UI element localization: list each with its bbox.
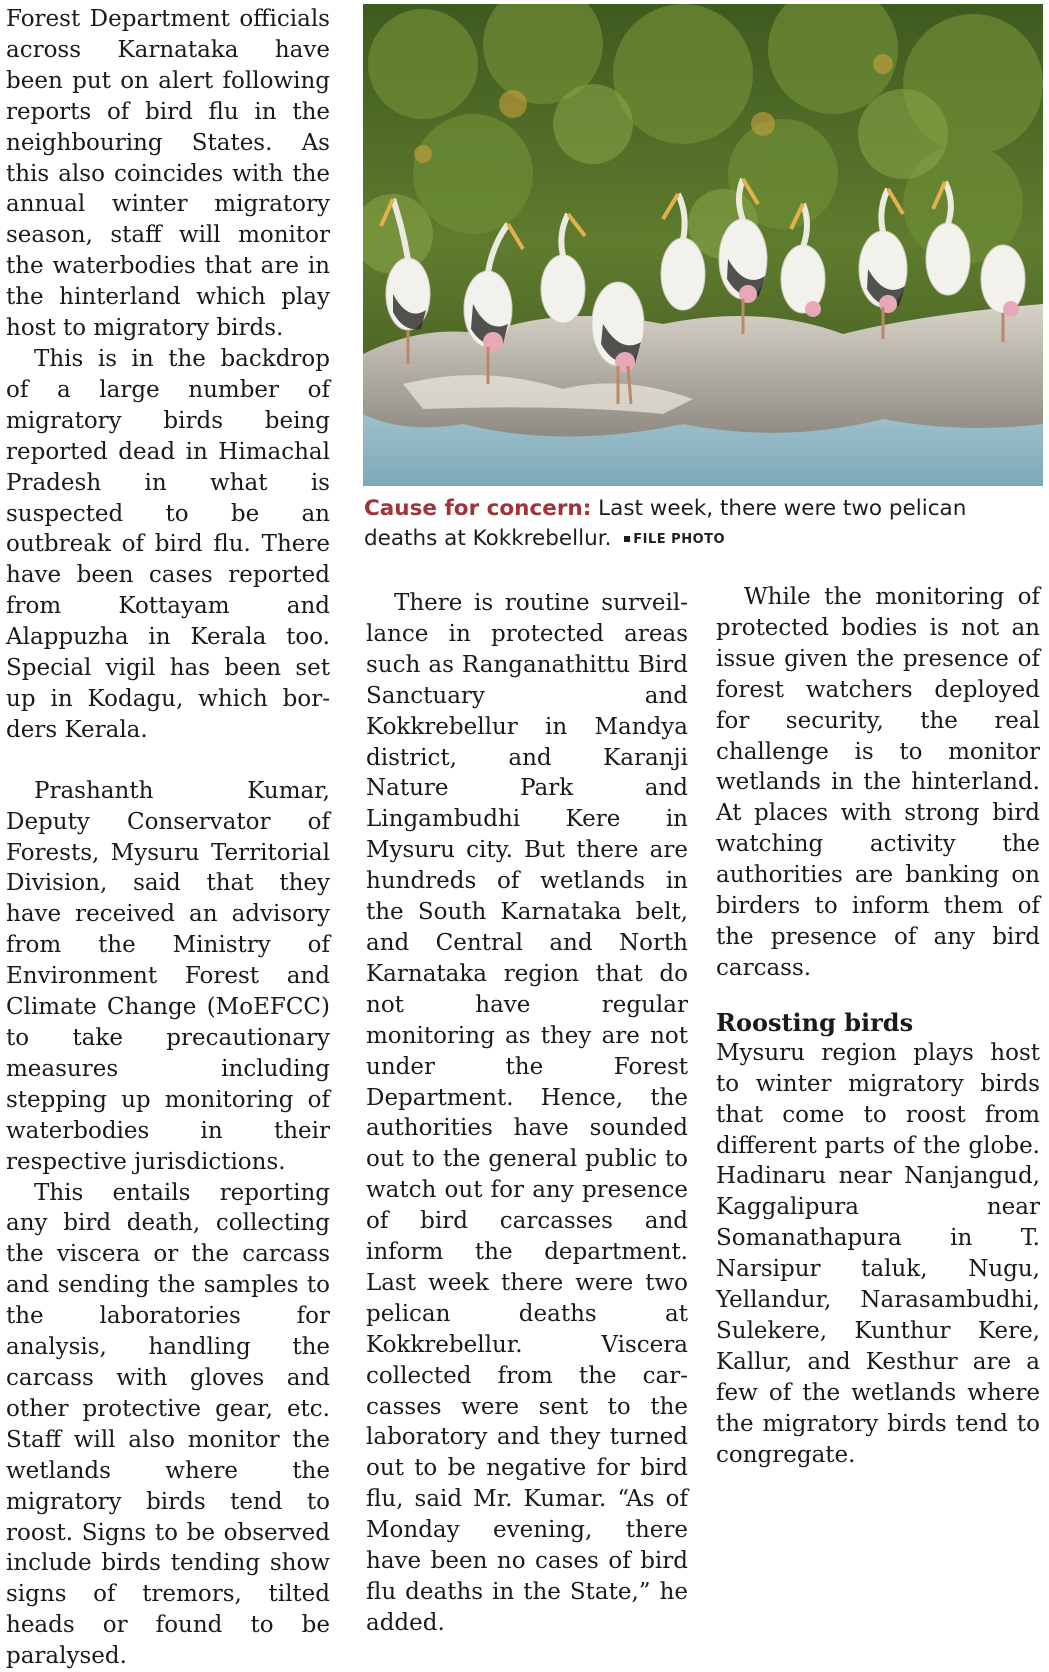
subheading: Roosting birds — [716, 1007, 914, 1037]
article-column-3 — [716, 582, 1040, 1470]
photo-credit — [624, 532, 725, 547]
article-column-2 — [366, 588, 688, 1639]
photo-caption — [364, 494, 1040, 555]
paragraph: Mysuru region plays host to winter migratory birds that come to roost from different parts of the globe. Hadinaru near Nanjangud, Kaggalipura near Somanathapura in T. Narsipur taluk, Nugu, Yellandur, Narasambudhi, Sulekere, Kunthur Kere, Kallur, and Kesthur are a few of the wetlands where the migratory birds tend to congregate. — [716, 1039, 1040, 1468]
paragraph: There is routine surveillance in protected areas such as Ranganathittu Bird Sanctuary and Kokkrebellur in Mandya district, and Karanji Nature Park and Lingambudhi Kere in Mysuru city. But there are hundreds of wetlands in the South Karnataka belt, and Central and North Karnataka region that do not have regular monitoring as they are not under the Forest Department. Hence, the authorities have sounded out to the general public to watch out for any presence of bird carcasses and inform the department. Last week there were two pelican deaths at Kokkrebellur. Viscera collected from the carcasses were sent to the laboratory and they turned out to be negative for bird flu, said Mr. Kumar. “As of Monday evening, there have been no cases of bird flu deaths in the State,” he added. — [366, 590, 688, 1636]
paragraph: While the monitoring of protected bodies is not an issue given the presence of forest watchers deployed for security, the real challenge is to monitor wetlands in the hinterland. At places with strong bird watching activity the authorities are banking on birders to inform them of the presence of any bird carcass. — [716, 584, 1040, 981]
caption-lead: Cause for concern: — [364, 496, 592, 521]
paragraph: This entails reporting any bird death, collecting the viscera or the carcass and sending the samples to the laboratories for analysis, handling the carcass with gloves and other protective gear, etc. Staff will also monitor the wetlands where the migratory birds tend to roost. Signs to be observed include birds tending show signs of tremors, tilted heads or found to be paralysed. — [6, 1179, 330, 1670]
photo-credit-text: FILE PHOTO — [633, 532, 726, 547]
paragraph: Forest Department officials across Karnataka have been put on alert following reports of bird flu in the neighbouring States. As this also coincides with the annual winter migratory season, staff will monitor the waterbodies that are in the hinterland which play host to migratory birds. — [6, 6, 330, 342]
caption-text: Last week, there were two pelican deaths at Kokkrebellur. — [364, 496, 967, 551]
news-photo-painted-storks — [363, 4, 1043, 486]
article-column-1 — [6, 4, 330, 1672]
paragraph: Prashanth Kumar, Deputy Conservator of Forests, Mysuru Territorial Division, said that they have received an advisory from the Ministry of Environment Forest and Climate Change (MoEFCC) to take precautionary measures including stepping up monitoring of waterbodies in their respective jurisdictions. — [6, 777, 330, 1175]
bullet-icon — [624, 536, 630, 542]
paragraph: This is in the backdrop of a large number of migratory birds being reported dead in Himachal Pradesh in what is suspected to be an outbreak of bird flu. There have been cases reported from Kottayam and Alappuzha in Kerala too. Special vigil has been set up in Kodagu, which borders Kerala. — [6, 345, 330, 743]
